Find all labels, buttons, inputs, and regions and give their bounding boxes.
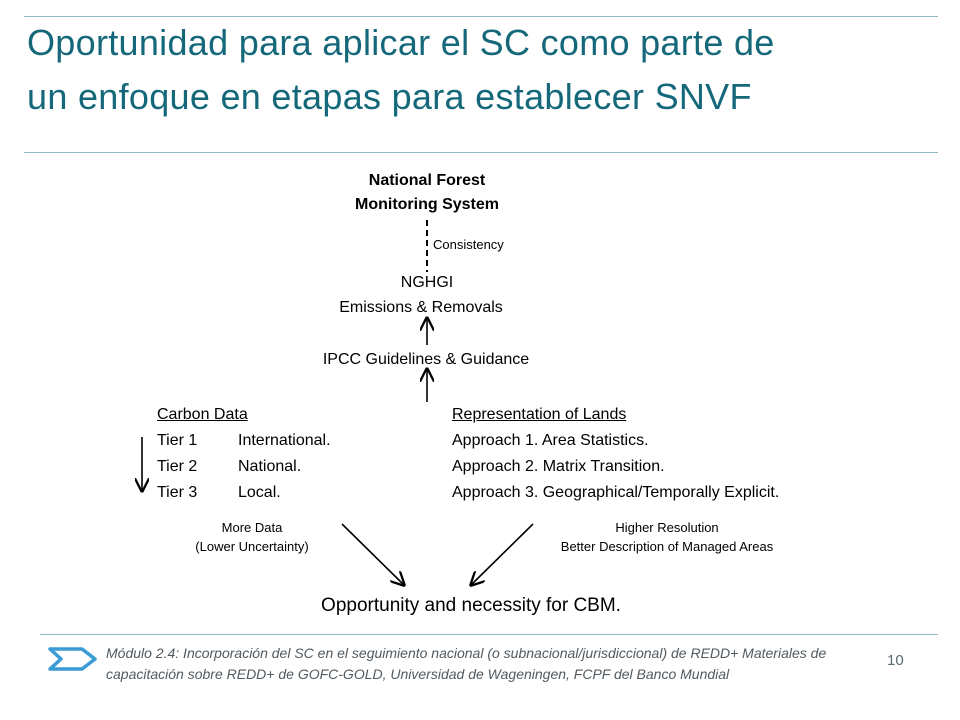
- nghgi-label: NGHGI: [400, 274, 454, 291]
- lands-heading: Representation of Lands: [452, 406, 627, 423]
- tier-label: Tier 2: [157, 458, 198, 475]
- lands-to-outcome-arrow: [471, 524, 533, 585]
- chevron-right-icon: [47, 646, 99, 672]
- emissions-removals-label: Emissions & Removals: [339, 299, 503, 316]
- page-number: 10: [887, 652, 904, 669]
- ipcc-guidelines-label: IPCC Guidelines & Guidance: [322, 351, 530, 368]
- tier-scope: Local.: [238, 484, 281, 501]
- approach-item: Approach 1. Area Statistics.: [452, 432, 649, 449]
- nfms-label-line-2: Monitoring System: [354, 196, 500, 213]
- tier-label: Tier 1: [157, 432, 198, 449]
- carbon-note-line-2: (Lower Uncertainty): [195, 539, 309, 554]
- carbon-to-outcome-arrow: [342, 524, 404, 585]
- footer-citation: Módulo 2.4: Incorporación del SC en el seguimiento nacional (o subnacional/jurisdiccional) de REDD+ Materiales de capacitación sobre REDD+ de GOFC-GOLD, Universidad de Wageningen, FCPF del Banco Mundial: [106, 645, 827, 682]
- consistency-label: Consistency: [433, 237, 504, 252]
- tier-scope: International.: [238, 432, 331, 449]
- carbon-data-heading: Carbon Data: [157, 406, 248, 423]
- lands-note-line-1: Higher Resolution: [615, 520, 719, 535]
- tier-scope: National.: [238, 458, 302, 475]
- slide-title-line-2: un enfoque en etapas para establecer SNVF: [27, 76, 752, 117]
- slide-title-line-1: Oportunidad para aplicar el SC como parte de: [27, 22, 775, 63]
- nfms-label-line-1: National Forest: [368, 172, 486, 189]
- tier-label: Tier 3: [157, 484, 198, 501]
- carbon-note-line-1: More Data: [221, 520, 283, 535]
- footer-divider: [40, 634, 938, 635]
- lands-note-line-2: Better Description of Managed Areas: [560, 539, 774, 554]
- approach-item: Approach 2. Matrix Transition.: [452, 458, 665, 475]
- outcome-label: Opportunity and necessity for CBM.: [321, 595, 621, 616]
- approach-item: Approach 3. Geographical/Temporally Explicit.: [452, 484, 780, 501]
